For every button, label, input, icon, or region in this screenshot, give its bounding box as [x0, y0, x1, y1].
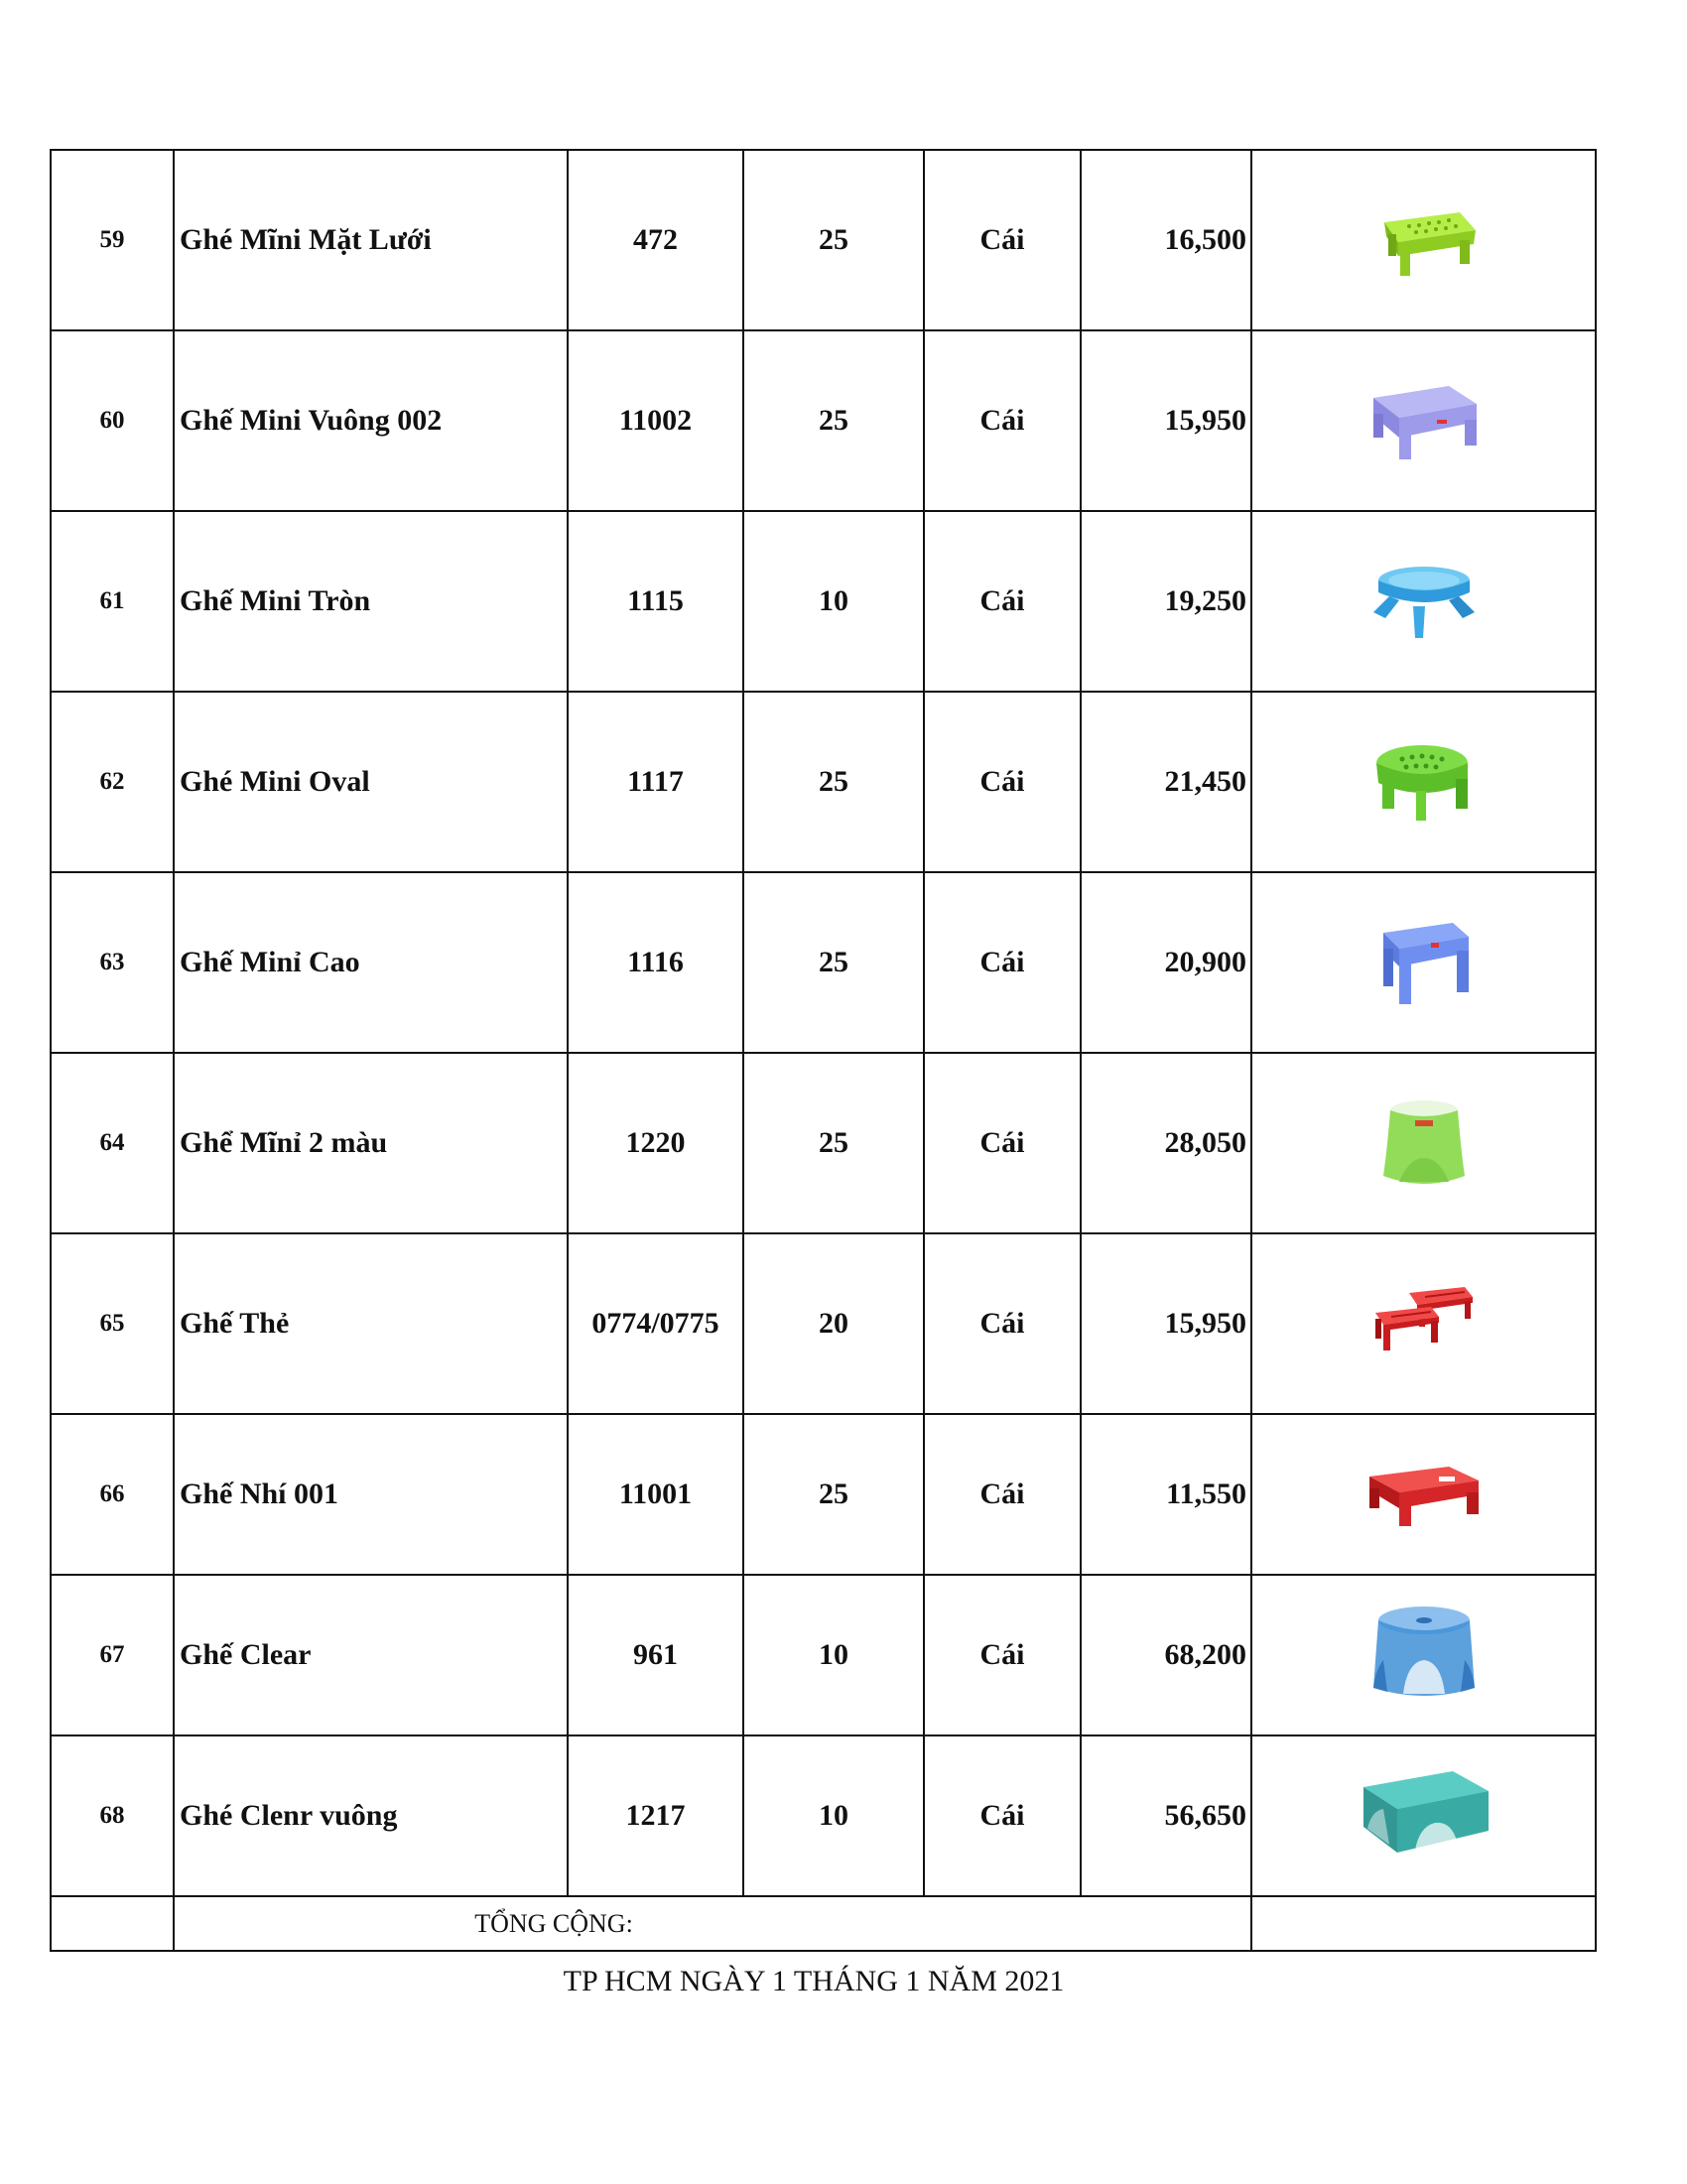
pack-quantity: 10: [743, 511, 924, 692]
total-empty-cell: [1251, 1896, 1596, 1951]
stool-mesh-lime-image: [1364, 200, 1484, 280]
row-number: 61: [51, 511, 174, 692]
product-image-cell: [1251, 330, 1596, 511]
stool-low-red-image: [1360, 1455, 1489, 1534]
product-image-cell: [1251, 1414, 1596, 1575]
price-table: [50, 149, 1597, 1952]
row-number: 65: [51, 1233, 174, 1414]
product-image-cell: [1251, 150, 1596, 330]
unit-price: 68,200: [1081, 1575, 1251, 1735]
row-number: 64: [51, 1053, 174, 1233]
pack-quantity: 25: [743, 1053, 924, 1233]
product-name: Ghế Nhí 001: [174, 1414, 568, 1575]
row-number: 66: [51, 1414, 174, 1575]
product-name: Ghế Mini Tròn: [174, 511, 568, 692]
pack-quantity: 20: [743, 1233, 924, 1414]
row-number: 59: [51, 150, 174, 330]
table-row: [51, 330, 1596, 511]
stool-oval-green-image: [1364, 737, 1484, 827]
table-row: [51, 150, 1596, 330]
pack-quantity: 25: [743, 150, 924, 330]
pack-quantity: 10: [743, 1735, 924, 1896]
product-code: 1220: [568, 1053, 743, 1233]
product-code: 472: [568, 150, 743, 330]
table-row: [51, 692, 1596, 872]
total-empty-cell: [51, 1896, 174, 1951]
unit-price: 11,550: [1081, 1414, 1251, 1575]
unit: Cái: [924, 1735, 1081, 1896]
unit: Cái: [924, 330, 1081, 511]
row-number: 68: [51, 1735, 174, 1896]
stool-clear-teal-image: [1350, 1761, 1498, 1870]
product-code: 1116: [568, 872, 743, 1053]
unit: Cái: [924, 872, 1081, 1053]
table-row: [51, 1414, 1596, 1575]
stool-two-tone-green-image: [1369, 1089, 1479, 1198]
row-number: 67: [51, 1575, 174, 1735]
product-name: Ghế Mini Vuông 002: [174, 330, 568, 511]
product-image-cell: [1251, 1575, 1596, 1735]
product-name: Ghé Mini Oval: [174, 692, 568, 872]
product-name: Ghế Clear: [174, 1575, 568, 1735]
unit: Cái: [924, 150, 1081, 330]
date-footer: TP HCM NGÀY 1 THÁNG 1 NĂM 2021: [563, 1965, 1065, 1997]
stool-clear-blue-image: [1360, 1601, 1489, 1710]
product-image-cell: [1251, 872, 1596, 1053]
product-name: Ghế Minỉ Cao: [174, 872, 568, 1053]
product-image-cell: [1251, 511, 1596, 692]
table-row: [51, 1575, 1596, 1735]
stool-bench-red-image: [1369, 1279, 1479, 1368]
product-code: 1117: [568, 692, 743, 872]
pack-quantity: 25: [743, 692, 924, 872]
unit: Cái: [924, 511, 1081, 692]
product-image-cell: [1251, 692, 1596, 872]
stool-square-lavender-image: [1360, 376, 1489, 465]
unit-price: 19,250: [1081, 511, 1251, 692]
pack-quantity: 10: [743, 1575, 924, 1735]
row-number: 63: [51, 872, 174, 1053]
product-code: 1115: [568, 511, 743, 692]
pack-quantity: 25: [743, 872, 924, 1053]
unit: Cái: [924, 692, 1081, 872]
table-row: [51, 511, 1596, 692]
product-code: 1217: [568, 1735, 743, 1896]
table-row: [51, 1233, 1596, 1414]
total-row: [51, 1896, 1596, 1951]
unit-price: 56,650: [1081, 1735, 1251, 1896]
unit-price: 21,450: [1081, 692, 1251, 872]
product-code: 961: [568, 1575, 743, 1735]
pack-quantity: 25: [743, 330, 924, 511]
unit: Cái: [924, 1053, 1081, 1233]
stool-round-blue-image: [1360, 557, 1489, 646]
unit-price: 20,900: [1081, 872, 1251, 1053]
table-row: [51, 1053, 1596, 1233]
unit: Cái: [924, 1414, 1081, 1575]
product-name: Ghé Mĩni Mặt Lưới: [174, 150, 568, 330]
unit: Cái: [924, 1233, 1081, 1414]
pack-quantity: 25: [743, 1414, 924, 1575]
unit-price: 15,950: [1081, 1233, 1251, 1414]
row-number: 60: [51, 330, 174, 511]
product-name: Ghé Clenr vuông: [174, 1735, 568, 1896]
unit-price: 16,500: [1081, 150, 1251, 330]
product-code: 11002: [568, 330, 743, 511]
stool-tall-blue-image: [1369, 913, 1479, 1012]
unit: Cái: [924, 1575, 1081, 1735]
product-name: Ghể Mĩnỉ 2 màu: [174, 1053, 568, 1233]
product-code: 11001: [568, 1414, 743, 1575]
unit-price: 15,950: [1081, 330, 1251, 511]
product-image-cell: [1251, 1735, 1596, 1896]
table-row: [51, 872, 1596, 1053]
table-row: [51, 1735, 1596, 1896]
product-image-cell: [1251, 1233, 1596, 1414]
product-name: Ghế Thẻ: [174, 1233, 568, 1414]
product-image-cell: [1251, 1053, 1596, 1233]
product-code: 0774/0775: [568, 1233, 743, 1414]
unit-price: 28,050: [1081, 1053, 1251, 1233]
total-label: TỔNG CỘNG:: [174, 1896, 1251, 1951]
row-number: 62: [51, 692, 174, 872]
